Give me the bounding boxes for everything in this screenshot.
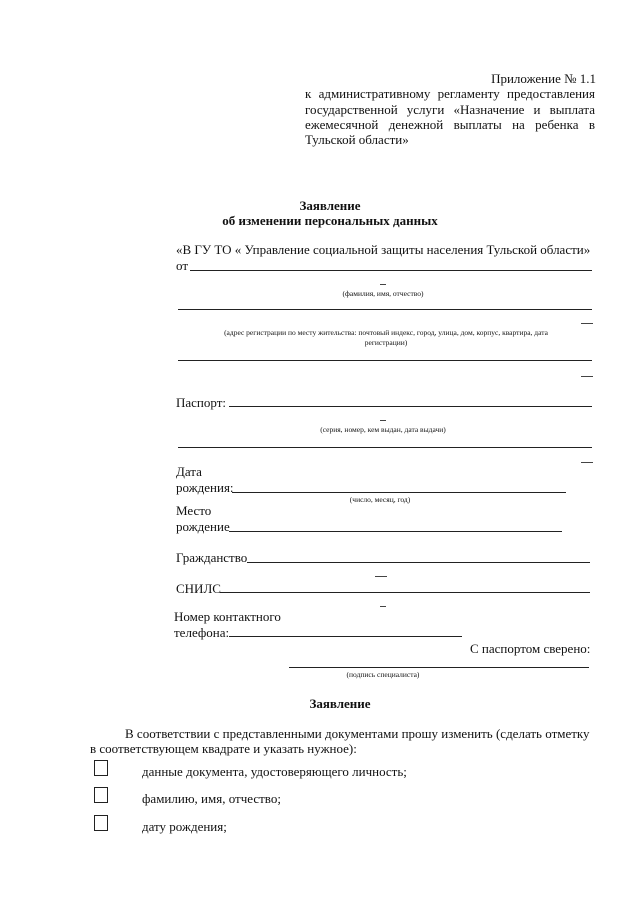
recipient-line: «В ГУ ТО « Управление социальной защиты населения Тульской области»: [176, 242, 591, 257]
fio-dash: [380, 284, 386, 285]
phone-label-2: телефона:: [174, 625, 230, 640]
birth-date-hint: (число, месяц, год): [349, 495, 411, 504]
phone-field[interactable]: [229, 636, 462, 637]
citizenship-field[interactable]: [247, 562, 590, 563]
snils-field[interactable]: [220, 592, 590, 593]
appendix-text-line1: к административному регламенту предоставления: [305, 86, 595, 101]
snils-label: СНИЛС: [176, 581, 221, 596]
address-hint-line1: (адрес регистрации по месту жительства: почтовый индекс, город, улица, дом, корпус, квартира, дата: [224, 328, 548, 337]
statement-intro-line1: В соответствии с представленными документами прошу изменить (сделать отметку: [125, 726, 590, 741]
passport-hint: (серия, номер, кем выдан, дата выдачи): [320, 425, 446, 434]
fio-field[interactable]: [190, 270, 592, 271]
option-checkbox-fio[interactable]: [94, 787, 108, 803]
from-label: от: [176, 258, 189, 273]
signature-field[interactable]: [289, 667, 589, 668]
passport-dash-2: [581, 462, 593, 463]
address-hint-line2: регистрации): [364, 338, 408, 347]
document-title: Заявление: [299, 198, 361, 213]
birth-place-label-2: рождение: [176, 519, 230, 534]
option-label-document: данные документа, удостоверяющего личность;: [142, 764, 407, 779]
appendix-text-line3: ежемесячной денежной выплаты на ребенка в: [305, 117, 595, 132]
verified-label: С паспортом сверено:: [470, 641, 591, 656]
document-subtitle: об изменении персональных данных: [222, 213, 438, 228]
passport-label: Паспорт:: [176, 395, 227, 410]
birth-date-field[interactable]: [232, 492, 566, 493]
birth-date-label-1: Дата: [176, 464, 202, 479]
birth-place-field[interactable]: [229, 531, 562, 532]
passport-field-2[interactable]: [178, 447, 592, 448]
appendix-number: Приложение № 1.1: [491, 71, 596, 86]
address-dash-1: [581, 323, 593, 324]
appendix-text-line2: государственной услуги «Назначение и выплата: [305, 102, 595, 117]
option-label-birth-date: дату рождения;: [142, 819, 227, 834]
option-label-fio: фамилию, имя, отчество;: [142, 791, 281, 806]
appendix-text-line4: Тульской области»: [305, 132, 409, 147]
fio-field-2[interactable]: [178, 309, 592, 310]
citizenship-label: Гражданство: [176, 550, 248, 565]
address-dash-2: [581, 376, 593, 377]
address-field[interactable]: [178, 360, 592, 361]
option-checkbox-document[interactable]: [94, 760, 108, 776]
birth-date-label-2: рождения:: [176, 480, 234, 495]
statement-intro-line2: в соответствующем квадрате и указать нужное):: [90, 741, 357, 756]
option-checkbox-birth-date[interactable]: [94, 815, 108, 831]
snils-dash: [375, 576, 387, 577]
statement-heading: Заявление: [309, 696, 371, 711]
phone-label-1: Номер контактного: [174, 609, 281, 624]
birth-place-label-1: Место: [176, 503, 212, 518]
fio-hint: (фамилия, имя, отчество): [342, 289, 424, 298]
passport-dash: [380, 420, 386, 421]
passport-field[interactable]: [229, 406, 592, 407]
signature-hint: (подпись специалиста): [346, 670, 420, 679]
snils-dash-2: [380, 606, 386, 607]
